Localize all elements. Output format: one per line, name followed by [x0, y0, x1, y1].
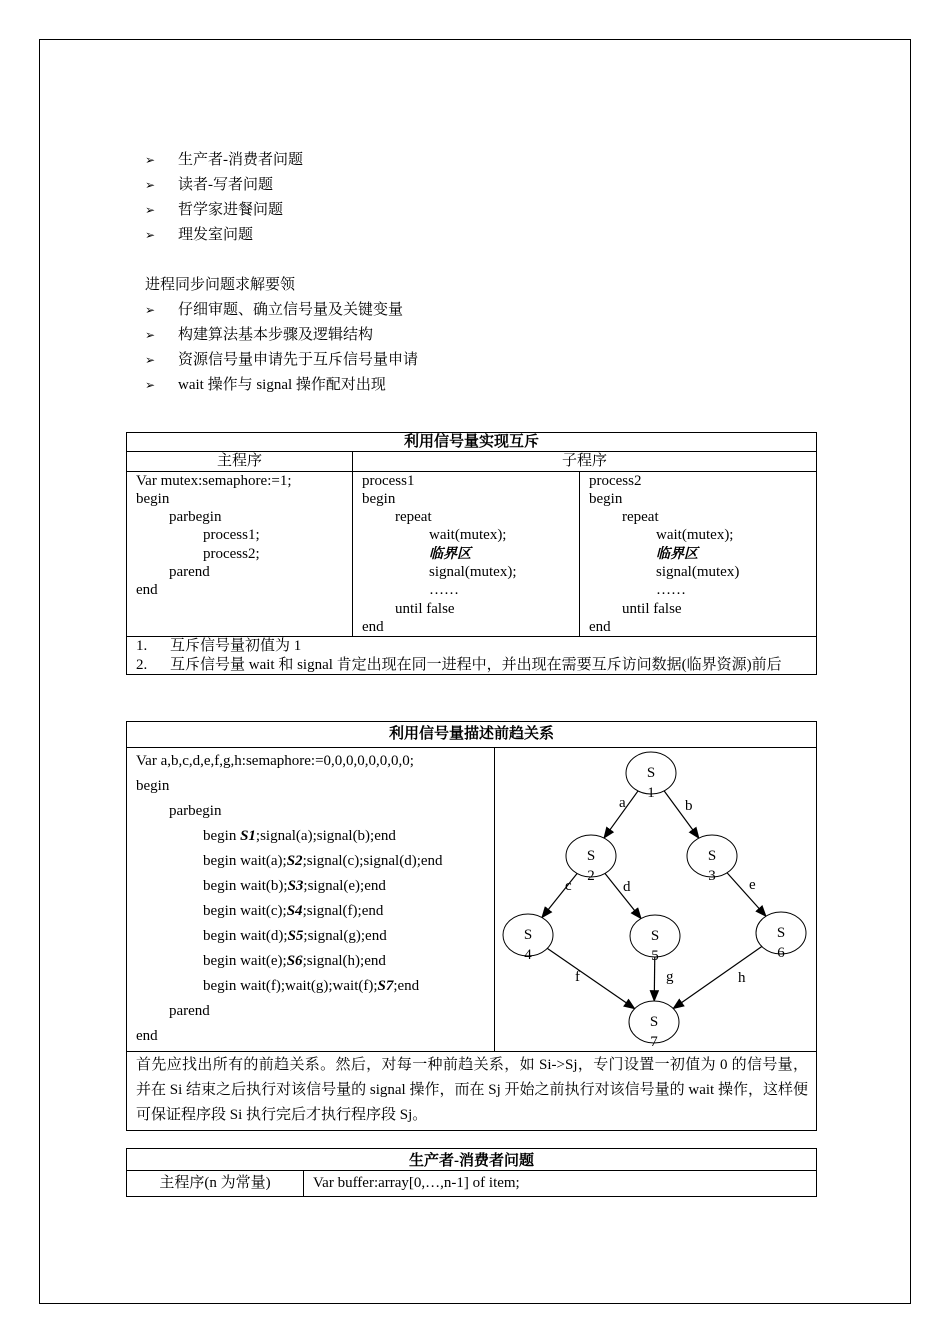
buffer-declaration: Var buffer:array[0,…,n-1] of item;: [304, 1171, 817, 1197]
mutex-notes: [127, 637, 817, 675]
key-points-list: [145, 298, 418, 398]
edge-label-b: b: [685, 798, 693, 814]
list-item: ➢ 哲学家进餐问题: [145, 202, 284, 218]
list-item: 2. 互斥信号量 wait 和 signal 肯定出现在同一进程中，并出现在需要互斥访问数据(临界资源)前后: [136, 656, 782, 673]
process1-code: process1 begin repeat wait(mutex); 临界区 signal(mutex); …… until false end: [353, 471, 580, 637]
edge-label-h: h: [738, 970, 746, 986]
node-label-s4: S: [523, 927, 533, 943]
edge-label-d: d: [623, 879, 631, 895]
node-index-s6: 6: [777, 945, 785, 961]
node-index-s7: 7: [650, 1034, 658, 1046]
precedence-description: 首先应找出所有的前趋关系。然后，对每一种前趋关系，如 Si->Sj，专门设置一初值为 0 的信号量，并在 Si 结束之后执行对该信号量的 signal 操作，而在 Sj 开始之前执行对该信号量的 wait 操作，这样便可保证程序段 Si 执行完后才执行程序段 Sj。: [127, 1052, 817, 1131]
precedence-table: [126, 721, 817, 1131]
edge-c: [542, 873, 577, 917]
edge-label-c: c: [565, 878, 572, 894]
mutex-table: [126, 432, 817, 675]
edge-b: [664, 791, 699, 838]
node-index-s5: 5: [651, 948, 659, 964]
edge-e: [727, 873, 766, 916]
node-label-s2: S: [586, 848, 596, 864]
node-index-s1: 1: [647, 785, 655, 801]
section-heading: 进程同步问题求解要领: [145, 277, 296, 293]
table-title: 生产者-消费者问题: [127, 1149, 817, 1171]
col-header-sub: 子程序: [353, 452, 817, 471]
list-item: ➢ 资源信号量申请先于互斥信号量申请: [145, 352, 419, 368]
col-header-main: 主程序: [127, 452, 353, 471]
table-title: 利用信号量描述前趋关系: [127, 722, 817, 748]
node-index-s3: 3: [708, 868, 716, 884]
node-index-s4: 4: [524, 947, 532, 963]
table-title: 利用信号量实现互斥: [127, 433, 817, 452]
edge-label-f: f: [575, 969, 580, 985]
main-program-code: Var mutex:semaphore:=1; begin parbegin process1; process2; parend end: [127, 471, 353, 637]
precedence-graph-cell: [495, 748, 817, 1052]
edge-h: [673, 946, 762, 1008]
node-index-s2: 2: [587, 868, 595, 884]
node-label-s5: S: [650, 928, 660, 944]
edge-label-e: e: [749, 877, 756, 893]
precedence-code: Var a,b,c,d,e,f,g,h:semaphore:=0,0,0,0,0,0,0,0; begin parbegin begin S1;signal(a);signal(b);end begin wait(a);S2;signal(c);signal(d);end begin wait(b);S3;signal(e);end begin wait(c);S4;signal(f);end begin wait(d);S5;signal(g);end begin wait(e);S6;signal(h);end begin wait(f);wait(g);wait(f);S7;end parend end: [127, 748, 495, 1052]
node-label-s1: S: [646, 765, 656, 781]
list-item: 1. 互斥信号量初值为 1: [136, 638, 302, 655]
precedence-graph: [495, 748, 817, 1046]
node-label-s7: S: [649, 1014, 659, 1030]
list-item: ➢ 仔细审题、确立信号量及关键变量: [145, 302, 404, 318]
node-label-s3: S: [707, 848, 717, 864]
node-label-s6: S: [776, 925, 786, 941]
list-item: ➢ 生产者-消费者问题: [145, 152, 303, 168]
edge-label-a: a: [619, 795, 626, 811]
edge-f: [547, 948, 634, 1008]
edge-label-g: g: [666, 969, 674, 985]
list-item: ➢ 读者-写者问题: [145, 177, 273, 193]
list-item: ➢ 构建算法基本步骤及逻辑结构: [145, 327, 374, 343]
problem-list: [145, 148, 303, 248]
list-item: ➢ wait 操作与 signal 操作配对出现: [145, 377, 386, 393]
main-program-label: 主程序(n 为常量): [127, 1171, 304, 1197]
process2-code: process2 begin repeat wait(mutex); 临界区 signal(mutex) …… until false end: [580, 471, 817, 637]
list-item: ➢ 理发室问题: [145, 227, 254, 243]
producer-consumer-table: [126, 1148, 817, 1197]
